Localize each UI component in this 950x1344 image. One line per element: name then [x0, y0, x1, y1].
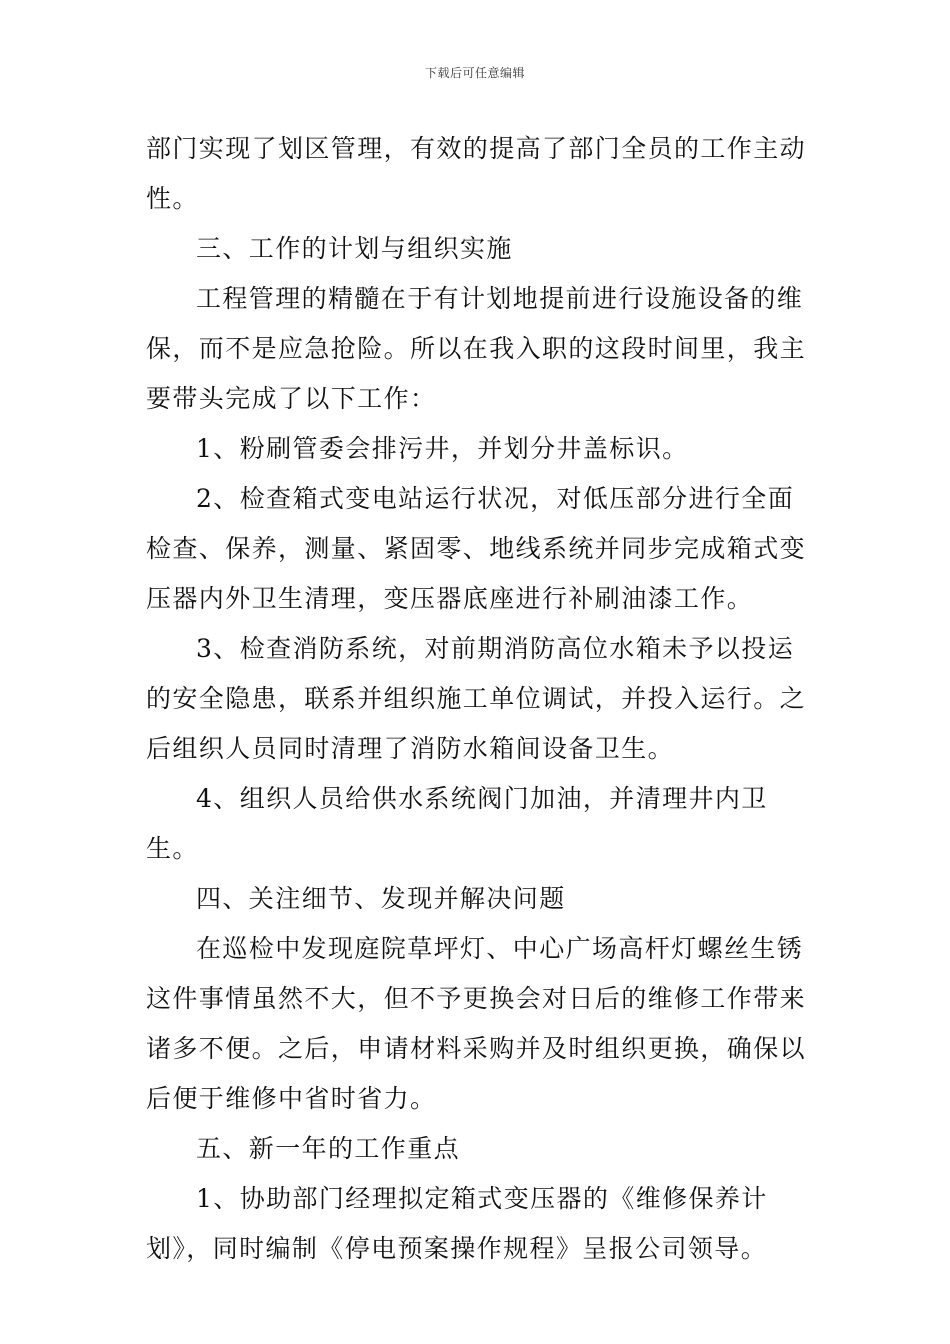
page-header: 下载后可任意编辑 [424, 66, 525, 80]
paragraph-1: 部门实现了划区管理，有效的提高了部门全员的工作主动性。 [146, 134, 807, 213]
section-heading-3: 三、工作的计划与组织实施 [196, 234, 513, 263]
list-item-4: 4、组织人员给供水系统阀门加油，并清理井内卫生。 [146, 784, 768, 863]
section-heading-4: 四、关注细节、发现并解决问题 [196, 884, 566, 913]
paragraph-3: 在巡检中发现庭院草坪灯、中心广场高杆灯螺丝生锈这件事情虽然不大，但不予更换会对日后的维修工作带来诸多不便。之后，申请材料采购并及时组织更换，确保以后便于维修中省时省力。 [146, 934, 807, 1113]
list-item-3: 3、检查消防系统，对前期消防高位水箱未予以投运的安全隐患，联系并组织施工单位调试，并投入运行。之后组织人员同时清理了消防水箱间设备卫生。 [146, 634, 807, 763]
list-item-2: 2、检查箱式变电站运行状况，对低压部分进行全面检查、保养，测量、紧固零、地线系统并同步完成箱式变压器内外卫生清理，变压器底座进行补刷油漆工作。 [146, 484, 807, 613]
list-item-1: 1、粉刷管委会排污井，并划分井盖标识。 [196, 434, 689, 463]
section-heading-5: 五、新一年的工作重点 [196, 1134, 461, 1163]
document-body [146, 124, 810, 1274]
list-item-5: 1、协助部门经理拟定箱式变压器的《维修保养计划》，同时编制《停电预案操作规程》呈报公司领导。 [146, 1184, 768, 1263]
paragraph-2: 工程管理的精髓在于有计划地提前进行设施设备的维保，而不是应急抢险。所以在我入职的这段时间里，我主要带头完成了以下工作： [146, 284, 807, 413]
